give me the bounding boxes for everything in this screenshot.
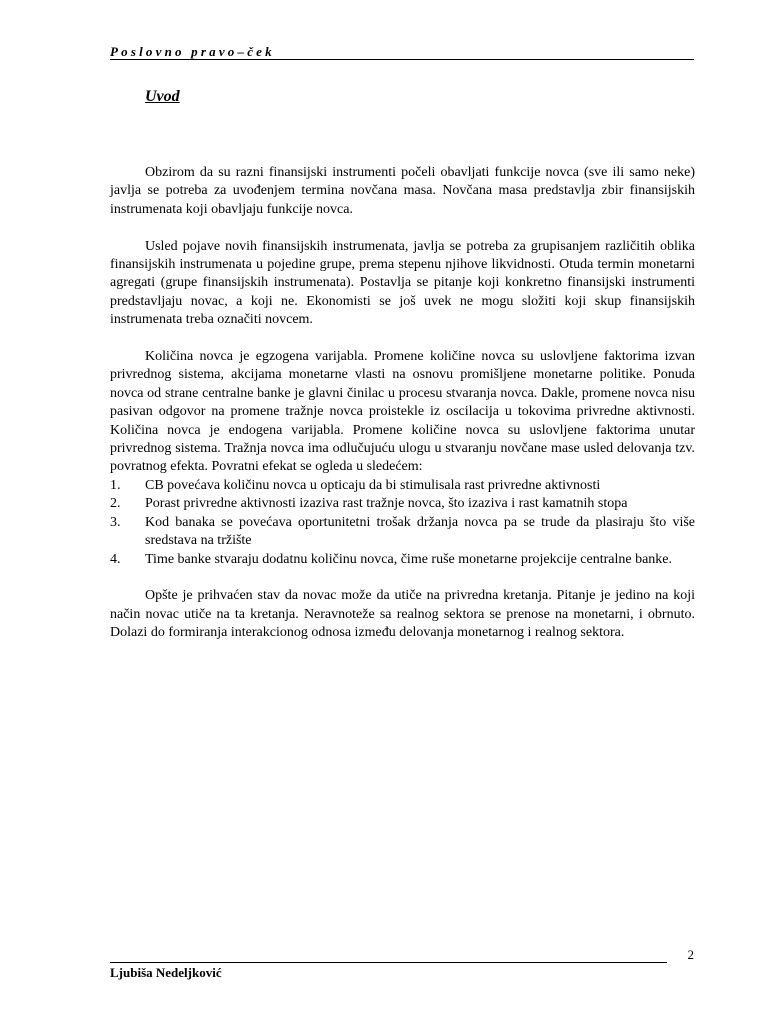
list-item-number: 4. (110, 551, 121, 567)
numbered-list (110, 477, 695, 569)
list-item (110, 495, 695, 513)
paragraph: Opšte je prihvaćen stav da novac može da utiče na privredna kretanja. Pitanje je jedino na koji način novac utiče na ta kretanja. Neravnoteže sa realnog sektora se prenose na monetarni, i obrnuto. Dolazi do formiranja interakcionog odnosa između delovanja monetarnog i realnog sektora. (110, 588, 695, 641)
header-title: Poslovno pravo–ček (110, 44, 275, 59)
paragraph: Usled pojave novih finansijskih instrumenata, javlja se potreba za grupisanjem različitih oblika finansijskih instrumenata u pojedine grupe, prema stepenu njihove likvidnosti. Otuda termin monetarni agregati (grupe finansijskih instrumenata). Postavlja se pitanje koji konkretno finansijski instrumenti predstavljaju novac, a koji ne. Ekonomisti se još uvek ne mogu složiti koji skup finansijskih instrumenata treba označiti novcem. (110, 238, 695, 328)
page-number: 2 (687, 947, 694, 962)
list-item (110, 551, 695, 569)
footer-divider (110, 962, 667, 963)
list-item-text: CB povećava količinu novca u opticaju da bi stimulisala rast privredne aktivnosti (145, 477, 601, 493)
document-body (110, 164, 695, 661)
paragraph: Količina novca je egzogena varijabla. Promene količine novca su uslovljene faktorima izvan privrednog sistema, akcijama monetarne vlasti na osnovu promišljene monetarne politike. Ponuda novca od strane centralne banke je glavni činilac u procesu stvaranja novca. Dakle, promene novca nisu pasivan odgovor na promene tražnje novca proistekle iz oscilacija u tokovima privredne aktivnosti. Količina novca je endogena varijabla. Promene količine novca su uslovljene faktorima unutar privrednog sistema. Tražnja novca ima odlučujuću ulogu u stvaranju novčane mase usled delovanja tzv. povratnog efekta. Povratni efekat se ogleda u sledećem: (110, 349, 695, 475)
section-title: Uvod (145, 88, 180, 105)
list-item-number: 2. (110, 496, 121, 512)
list-item-text: Kod banaka se povećava oportunitetni trošak držanja novca pa se trude da plasiraju što više sredstava na tržište (145, 514, 695, 549)
list-item-text: Time banke stvaraju dodatnu količinu novca, čime ruše monetarne projekcije centralne banke. (145, 551, 673, 567)
list-item-number: 3. (110, 514, 121, 530)
list-item (110, 477, 695, 495)
list-item-number: 1. (110, 477, 121, 493)
list-item-text: Porast privredne aktivnosti izaziva rast tražnje novca, što izaziva i rast kamatnih stopa (145, 496, 628, 512)
footer-author: Ljubiša Nedeljković (110, 965, 222, 980)
paragraph: Obzirom da su razni finansijski instrumenti počeli obavljati funkcije novca (sve ili samo neke) javlja se potreba za uvođenjem termina novčana masa. Novčana masa predstavlja zbir finansijskih instrumenata koji obavljaju funkcije novca. (110, 165, 695, 217)
list-item (110, 514, 695, 551)
page-header (110, 43, 694, 60)
